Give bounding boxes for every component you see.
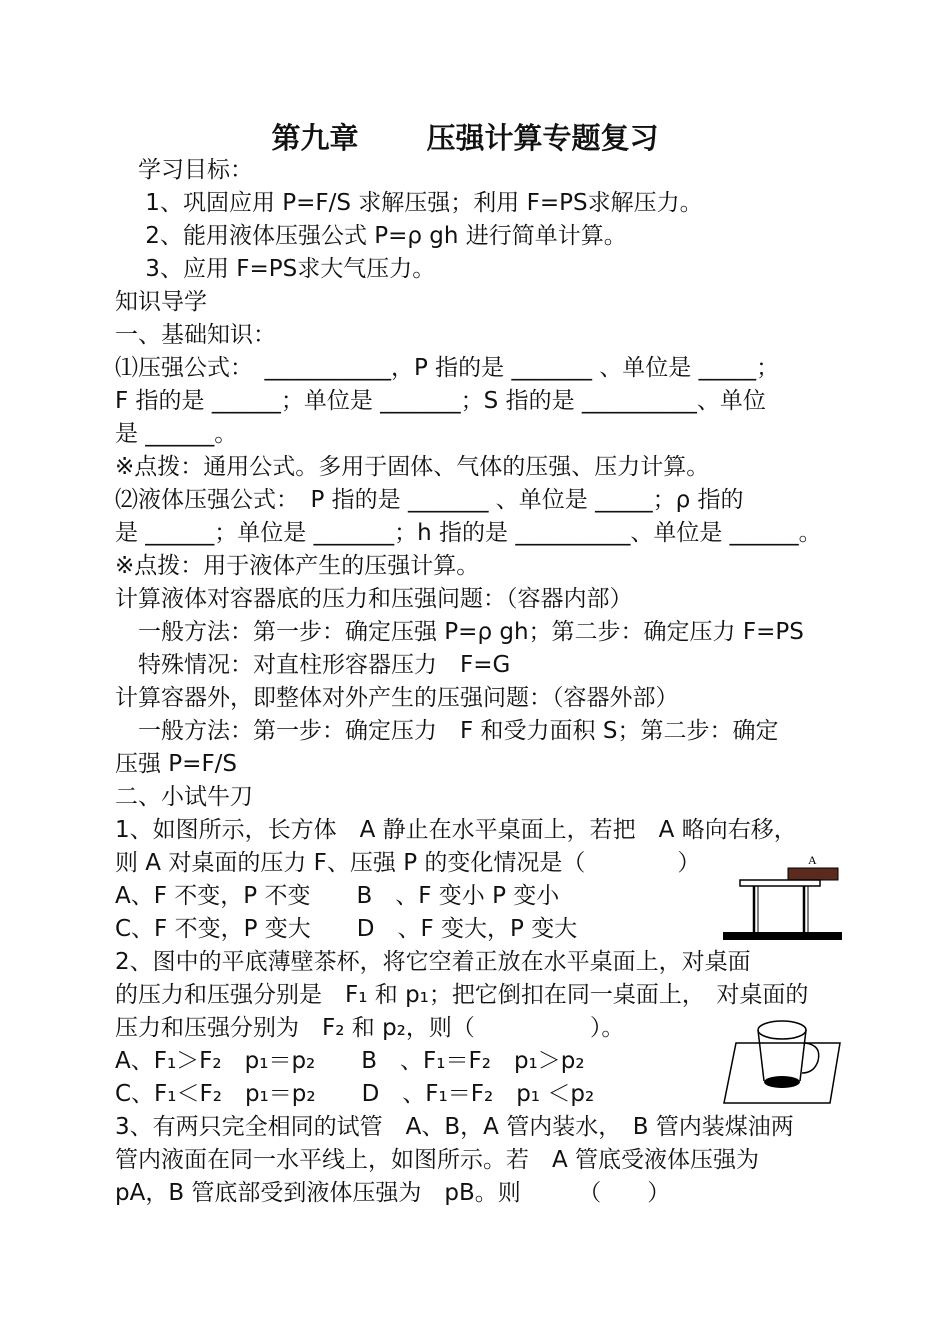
line-formula-2a: ⑵液体压强公式： P 指的是 _______ 、单位是 _____；ρ 指的 (115, 487, 744, 513)
line-guide-heading: 知识导学 (115, 289, 207, 315)
line-q2b: 的压力和压强分别是 F₁ 和 p₁；把它倒扣在同一桌面上， 对桌面的 (115, 982, 809, 1008)
block-label-a: A (808, 853, 817, 867)
cup-rim (758, 1021, 806, 1039)
figure-teacup (722, 1015, 847, 1110)
line-inside-special: 特殊情况：对直柱形容器压力 F=G (115, 652, 511, 678)
line-inside-heading: 计算液体对容器底的压力和压强问题：（容器内部） (115, 586, 633, 612)
line-outside-heading: 计算容器外，即整体对外产生的压强问题：（容器外部） (115, 685, 679, 711)
line-q2a: 2、图中的平底薄壁茶杯，将它空着正放在水平桌面上，对桌面 (115, 949, 751, 975)
line-q3c: pA，B 管底部受到液体压强为 pB。则 （ ） (115, 1180, 671, 1206)
line-objectives-heading: 学习目标： (115, 157, 253, 183)
line-outside-method-a: 一般方法：第一步：确定压力 F 和受力面积 S；第二步：确定 (115, 718, 779, 744)
page-title: 第九章 压强计算专题复习 (271, 121, 659, 155)
line-q2c: 压力和压强分别为 F₂ 和 p₂，则（ ）。 (115, 1015, 625, 1041)
line-outside-method-b: 压强 P=F/S (115, 751, 238, 777)
line-objective-2: 2、能用液体压强公式 P=ρ gh 进行简单计算。 (115, 223, 627, 249)
tabletop-plane (724, 1043, 840, 1103)
line-formula-1c: 是 ______。 (115, 421, 238, 447)
line-tip-1: ※点拨：通用公式。多用于固体、气体的压强、压力计算。 (115, 454, 710, 480)
cup-bottom (764, 1076, 800, 1088)
line-tip-2: ※点拨：用于液体产生的压强计算。 (115, 553, 480, 579)
line-formula-2b: 是 ______；单位是 _______；h 指的是 __________、单位是 ______。 (115, 520, 822, 546)
line-inside-method: 一般方法：第一步：确定压强 P=ρ gh；第二步：确定压力 F=PS (115, 619, 804, 645)
figure-table-block (720, 848, 845, 948)
line-q2-options-ab: A、F₁＞F₂ p₁＝p₂ B 、F₁＝F₂ p₁＞p₂ (115, 1048, 585, 1074)
line-q1a: 1、如图所示，长方体 A 静止在水平桌面上，若把 A 略向右移， (115, 817, 797, 843)
line-q1-options-ab: A、F 不变，P 不变 B 、F 变小 P 变小 (115, 883, 560, 909)
floor (723, 932, 842, 940)
line-practice-heading: 二、小试牛刀 (115, 784, 253, 810)
line-q1b: 则 A 对桌面的压力 F、压强 P 的变化情况是（ ） (115, 850, 701, 876)
line-formula-1a: ⑴压强公式： ___________，P 指的是 _______ 、单位是 _____； (115, 355, 780, 381)
line-q2-options-cd: C、F₁＜F₂ p₁＝p₂ D 、F₁＝F₂ p₁ ＜p₂ (115, 1081, 595, 1107)
line-q1-options-cd: C、F 不变，P 变大 D 、F 变大，P 变大 (115, 916, 578, 942)
line-basics-heading: 一、基础知识： (115, 322, 276, 348)
line-q3b: 管内液面在同一水平线上，如图所示。若 A 管底受液体压强为 (115, 1147, 760, 1173)
line-objective-1: 1、巩固应用 P=F/S 求解压强；利用 F=PS求解压力。 (115, 190, 703, 216)
block-a (788, 868, 838, 880)
line-objective-3: 3、应用 F=PS求大气压力。 (115, 256, 436, 282)
table-top (740, 880, 820, 886)
line-formula-1b: F 指的是 ______；单位是 _______；S 指的是 __________、单位 (115, 388, 766, 414)
line-q3a: 3、有两只完全相同的试管 A、B，A 管内装水， B 管内装煤油两 (115, 1114, 794, 1140)
